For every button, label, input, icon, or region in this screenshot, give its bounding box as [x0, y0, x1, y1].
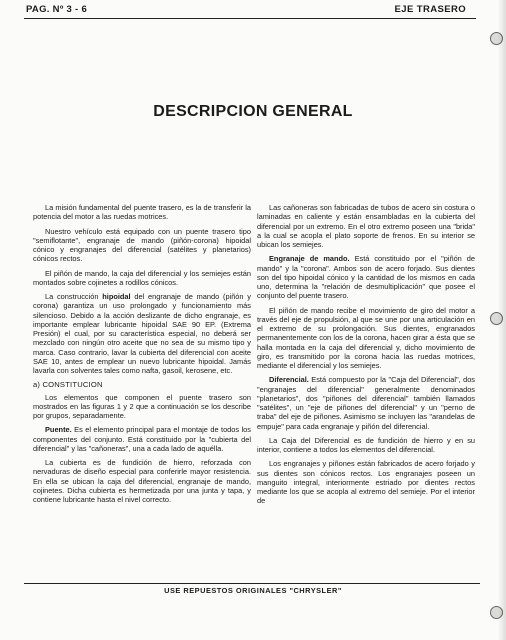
- paragraph: Nuestro vehículo está equipado con un puente trasero tipo "semiflotante", engranaje de mando (piñón-corona) hipoidal cónico y engranajes del diferencial (satélites y planetarios) cónicos rectos.: [33, 226, 251, 264]
- paragraph-text: La construcción: [45, 292, 103, 301]
- paragraph-text: del engranaje de mando (piñón y corona) garantiza un uso prolongado y funcionamiento más silencioso. Debido a la acción deslizante de dicho engranaje, es importante emplear lubricante hipoidal SAE 90 EP. (Extrema Presión) el cual, por su característica especial, no deberá ser mezclado con ningún otro aceite que no sea de su mismo tipo y marca. Caso contrario, lavar la cubierta del diferencial con aceite SAE 10, antes de emplear un nuevo lubricante hipoidal. Jamás lavarla con solventes tales como nafta, gasoil, kerosene, etc.: [33, 292, 251, 375]
- paragraph: Los engranajes y piñones están fabricados de acero forjado y sus dientes son cónicos rectos. Los engranajes poseen un manguito integral, interiormente estriado por dientes rectos mediante los que se acopla al extremo del semieje. Por el interior de: [257, 459, 475, 506]
- paragraph: [33, 292, 251, 375]
- page-edge-shadow: [498, 0, 506, 640]
- right-column: [257, 203, 475, 511]
- paragraph: Las cañoneras son fabricadas de tubos de acero sin costura o laminadas en caliente y están ensambladas en la cubierta del diferencial por un extremo. En el otro extremo poseen una "brida" a la cual se acopla el plato soporte de frenos. En su interior se ubican los semiejes.: [257, 203, 475, 249]
- footer-rule: [24, 583, 480, 584]
- term-bold: Puente.: [45, 425, 72, 435]
- page-title: DESCRIPCION GENERAL: [153, 103, 353, 120]
- page-header: [0, 0, 506, 20]
- section-title: EJE TRASERO: [394, 4, 466, 15]
- paragraph-text: Está compuesto por la "Caja del Diferencial", dos "engranajes del diferencial" generalmente denominados "planetarios", dos "piñones del diferencial" también llamados "satélites", un "eje de piñones del diferencial" y un "perno de traba" del eje de piñones. Asimismo se incluyen las "arandelas de empuje" para cada engranaje y piñón del diferencial.: [257, 375, 475, 431]
- term-bold: Diferencial.: [269, 375, 309, 385]
- paragraph: La Caja del Diferencial es de fundición de hierro y en su interior, contiene a todos los elementos del diferencial.: [257, 435, 475, 454]
- term-bold: Engranaje de mando.: [269, 254, 350, 264]
- header-rule: [24, 18, 476, 19]
- left-column: [33, 203, 251, 509]
- paragraph: La cubierta es de fundición de hierro, reforzada con nervaduras de diseño especial para conferirle mayor resistencia. En ella se ubican la caja del diferencial, engranaje de mando, cojinetes. Dicha cubierta es hermetizada por una junta y tapa, y contiene lubricante hasta el nivel correcto.: [33, 458, 251, 504]
- page-footer: USE REPUESTOS ORIGINALES "CHRYSLER": [164, 586, 342, 595]
- page-number: PAG. Nº 3 - 6: [26, 4, 88, 15]
- paragraph: [257, 375, 475, 431]
- section-heading: a) CONSTITUCION: [33, 380, 103, 390]
- paragraph: El piñón de mando, la caja del diferencial y los semiejes están montados sobre cojinetes a rodillos cónicos.: [33, 268, 251, 287]
- paragraph: [33, 425, 251, 453]
- paragraph: El piñón de mando recibe el movimiento de giro del motor a través del eje de propulsión, al que se une por una articulación en el extremo de su prolongación. Sus dientes, engranados permanentemente con los de la corona, hacen girar a ésta que se halla montada en la caja del diferencial y, dicho movimiento de giro, es transmitido por la corona hacia las ruedas motrices, mediante el diferencial y los semiejes.: [257, 305, 475, 370]
- paragraph: La misión fundamental del puente trasero, es la de transferir la potencia del motor a las ruedas motrices.: [33, 203, 251, 222]
- paragraph-text: Es el elemento principal para el montaje de todos los componentes del conjunto. Está constituido por la "cubierta del diferencial" y las "cañoneras", una a cada lado de aquélla.: [33, 425, 251, 453]
- paragraph: [257, 254, 475, 300]
- term-bold: hipoidal: [102, 292, 131, 301]
- paragraph-text: Está constituido por el "piñón de mando" y la "corona". Ambos son de acero forjado. Sus dientes son del tipo hipoidal cónico y la cantidad de los mismos en cada uno, determina la "relación de desmultiplicación" que posee el conjunto del puente trasero.: [257, 254, 475, 301]
- paragraph: Los elementos que componen el puente trasero son mostrados en las figuras 1 y 2 que a continuación se los describe por grupos, separadamente.: [33, 392, 251, 420]
